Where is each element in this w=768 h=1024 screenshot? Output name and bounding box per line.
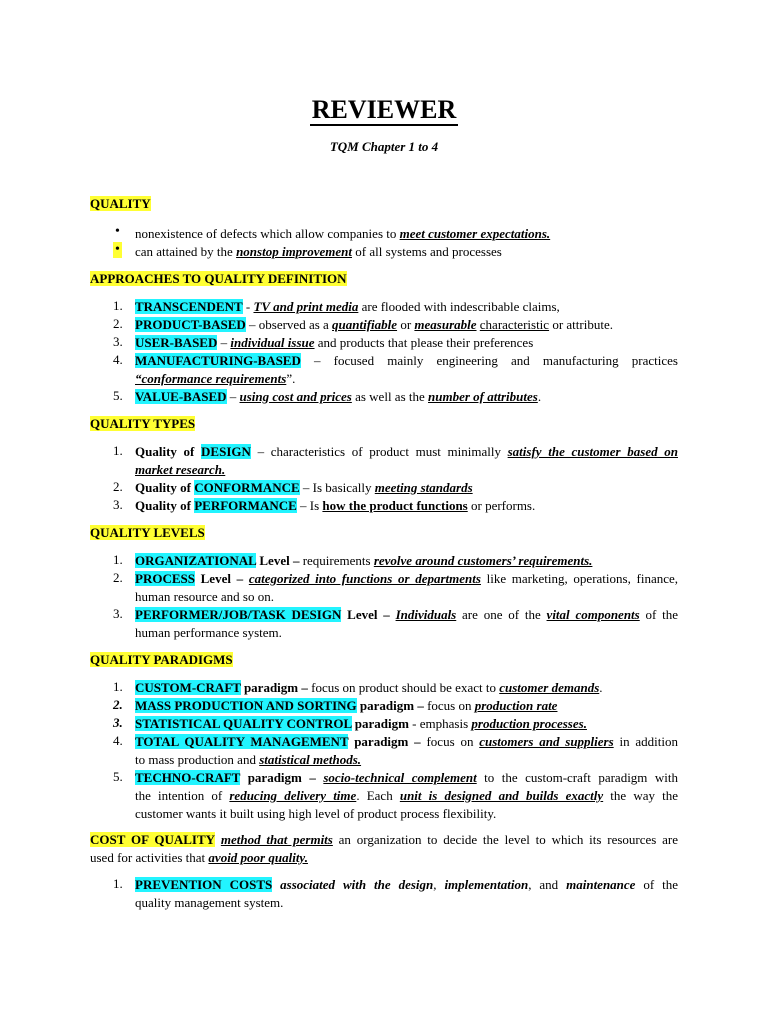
section-types-heading: QUALITY TYPES: [90, 416, 196, 431]
level-item-3-cont: human performance system.: [135, 625, 282, 640]
quality-bullet-1: nonexistence of defects which allow companies to meet customer expectations.: [135, 226, 551, 241]
approach-item-4-cont: “conformance requirements”.: [135, 371, 296, 386]
list-number: 5.: [113, 388, 123, 403]
type-item-2: Quality of CONFORMANCE – Is basically meeting standards: [135, 480, 473, 495]
paradigm-item-4: TOTAL QUALITY MANAGEMENT paradigm – focus on customers and suppliers in addition: [135, 734, 678, 749]
paradigm-item-2: MASS PRODUCTION AND SORTING paradigm – focus on production rate: [135, 698, 558, 713]
level-item-1: ORGANIZATIONAL Level – requirements revolve around customers’ requirements.: [135, 553, 593, 568]
list-number: 1.: [113, 876, 123, 891]
quality-bullet-2: can attained by the nonstop improvement of all systems and processes: [135, 244, 502, 259]
type-item-1-cont: market research.: [135, 462, 226, 477]
list-number: 3.: [113, 334, 123, 349]
paradigm-item-4-cont: to mass production and statistical methods.: [135, 752, 362, 767]
paradigm-item-5-line3: customer wants it built using high level of product process flexibility.: [135, 806, 497, 821]
cost-item-1: PREVENTION COSTS associated with the design, implementation, and maintenance of the: [135, 877, 679, 892]
list-number: 2.: [113, 316, 123, 331]
section-approaches-heading: APPROACHES TO QUALITY DEFINITION: [90, 271, 347, 286]
list-number: 2.: [113, 697, 123, 712]
list-number: 2.: [113, 479, 123, 494]
list-number: 4.: [113, 733, 123, 748]
type-item-3: Quality of PERFORMANCE – Is how the product functions or performs.: [135, 498, 536, 513]
type-item-1: Quality of DESIGN – characteristics of product must minimally satisfy the customer based on: [135, 444, 678, 459]
cost-line-2: used for activities that avoid poor quality.: [90, 850, 308, 865]
level-item-3: PERFORMER/JOB/TASK DESIGN Level – Individuals are one of the vital components of the: [135, 607, 679, 622]
paradigm-item-1: CUSTOM-CRAFT paradigm – focus on product should be exact to customer demands.: [135, 680, 603, 695]
approach-item-5: VALUE-BASED – using cost and prices as well as the number of attributes.: [135, 389, 542, 404]
level-item-2-cont: human resource and so on.: [135, 589, 274, 604]
section-quality-heading: QUALITY: [90, 196, 151, 211]
cost-item-1-cont: quality management system.: [135, 895, 284, 910]
approach-item-3: USER-BASED – individual issue and products that please their preferences: [135, 335, 534, 350]
list-number: 3.: [113, 606, 123, 621]
list-number: 1.: [113, 679, 123, 694]
list-number: 4.: [113, 352, 123, 367]
list-number: 2.: [113, 570, 123, 585]
paradigm-item-3: STATISTICAL QUALITY CONTROL paradigm - emphasis production processes.: [135, 716, 587, 731]
approach-item-4: MANUFACTURING-BASED – focused mainly engineering and manufacturing practices: [135, 353, 678, 368]
list-number: 5.: [113, 769, 123, 784]
section-cost-heading: COST OF QUALITY method that permits an organization to decide the level to which its resources are: [90, 832, 679, 847]
list-number: 1.: [113, 443, 123, 458]
list-number: 1.: [113, 298, 123, 313]
level-item-2: PROCESS Level – categorized into functions or departments like marketing, operations, finance,: [135, 571, 679, 586]
page-subtitle: TQM Chapter 1 to 4: [329, 139, 439, 154]
approach-item-1: TRANSCENDENT - TV and print media are flooded with indescribable claims,: [135, 299, 560, 314]
bullet-icon: •: [115, 224, 120, 239]
approach-item-2: PRODUCT-BASED – observed as a quantifiable or measurable characteristic or attribute.: [135, 317, 613, 332]
list-number: 3.: [113, 497, 123, 512]
section-paradigms-heading: QUALITY PARADIGMS: [90, 652, 233, 667]
paradigm-item-5-line2: the intention of reducing delivery time. Each unit is designed and builds exactly the way the: [135, 788, 679, 803]
paradigm-item-5: TECHNO-CRAFT paradigm – socio-technical complement to the custom-craft paradigm with: [135, 770, 679, 785]
list-number: 3.: [113, 715, 123, 730]
section-levels-heading: QUALITY LEVELS: [90, 525, 205, 540]
bullet-icon: •: [115, 242, 120, 257]
page-title: REVIEWER: [311, 95, 457, 124]
list-number: 1.: [113, 552, 123, 567]
